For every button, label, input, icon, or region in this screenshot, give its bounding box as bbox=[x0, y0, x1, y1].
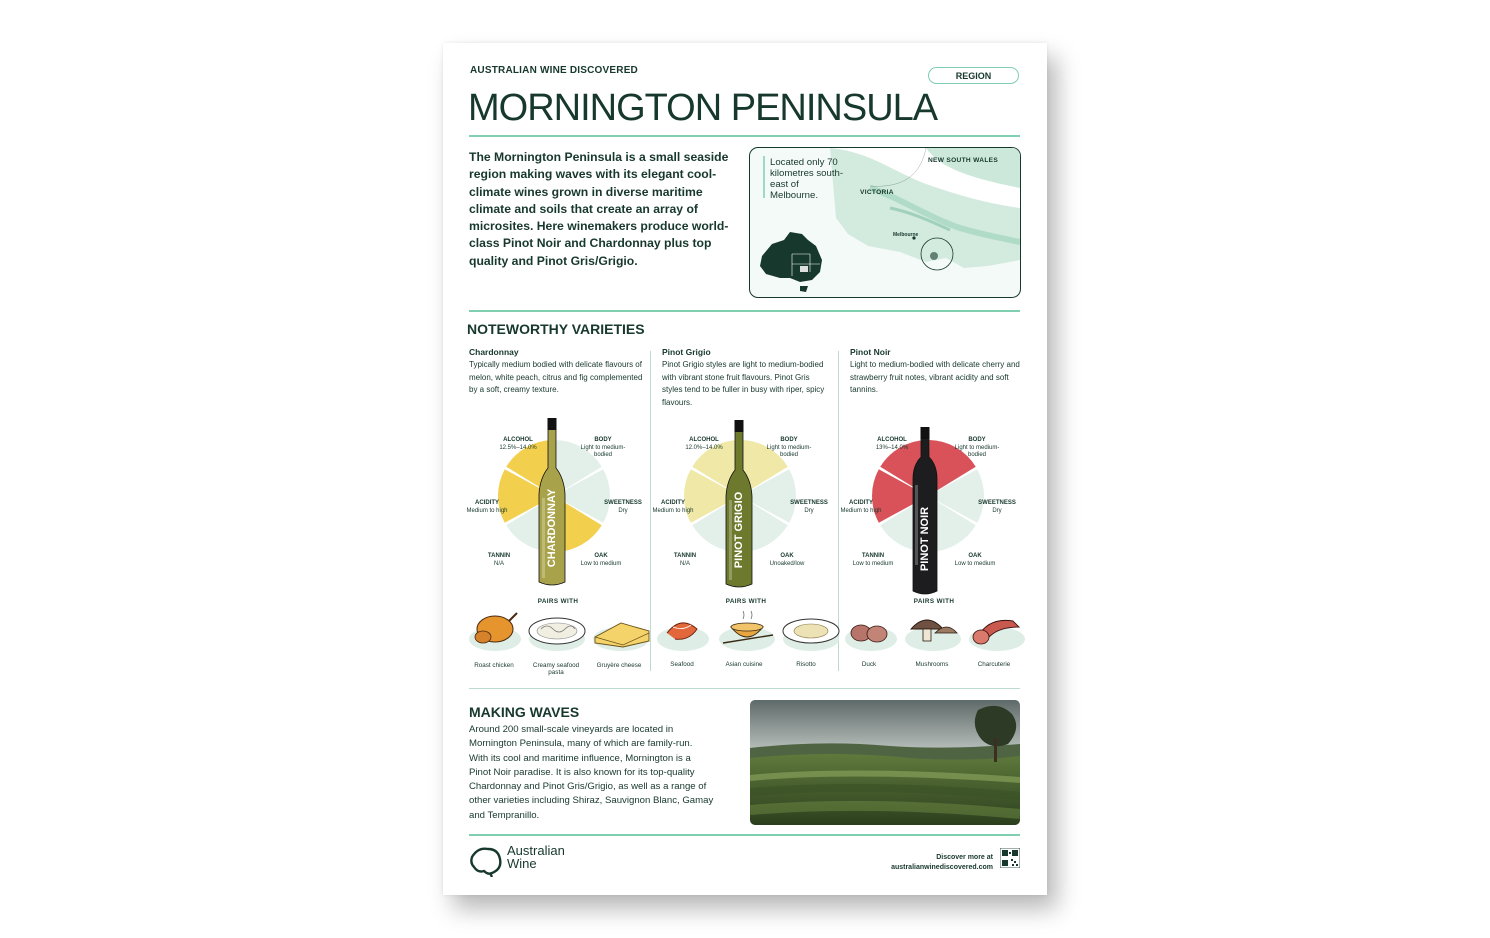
pairing-label: Charcuterie bbox=[977, 661, 1011, 668]
pairing-label: Mushrooms bbox=[915, 661, 949, 668]
map-label-victoria: VICTORIA bbox=[860, 189, 894, 196]
profile-sweetness-value: Dry bbox=[618, 507, 628, 514]
qr-code-icon[interactable] bbox=[1000, 848, 1020, 868]
risotto-icon bbox=[783, 619, 839, 643]
discover-more-text bbox=[823, 853, 993, 873]
profile-body-label: BODY bbox=[968, 437, 986, 443]
profile-alcohol-value: 12.5%–14.0% bbox=[499, 444, 537, 451]
profile-oak-label: OAK bbox=[968, 553, 982, 559]
fact-sheet bbox=[443, 43, 1047, 895]
profile-acidity bbox=[647, 500, 699, 515]
profile-body-label: BODY bbox=[780, 437, 798, 443]
profile-alcohol bbox=[678, 437, 730, 452]
profile-tannin-value: N/A bbox=[493, 560, 504, 567]
profile-acidity-label: ACIDITY bbox=[661, 500, 685, 506]
discover-line-1: Discover more at bbox=[936, 854, 993, 861]
pairs-with-label: PAIRS WITH bbox=[537, 598, 579, 605]
profile-oak-value: Low to medium bbox=[580, 560, 622, 567]
profile-sweetness-label: SWEETNESS bbox=[790, 500, 828, 506]
logo-wordmark-line1: Australian bbox=[507, 843, 565, 858]
pairing-label: Gruyère cheese bbox=[596, 662, 642, 669]
section-divider bbox=[469, 688, 1020, 689]
profile-oak-value: Low to medium bbox=[954, 560, 996, 567]
variety-description: Pinot Grigio styles are light to medium-bodied with vibrant stone fruit flavours. Pinot Gris styles tend to be fuller in busy with riper, spicy flavours. bbox=[662, 360, 825, 407]
profile-body-label: BODY bbox=[594, 437, 612, 443]
page-title: MORNINGTON PENINSULA bbox=[468, 87, 938, 129]
pairing-label: Creamy seafood pasta bbox=[532, 662, 580, 676]
discover-url[interactable]: australianwinediscovered.com bbox=[891, 864, 993, 871]
profile-tannin-label: TANNIN bbox=[673, 553, 697, 559]
profile-alcohol-value: 12.0%–14.0% bbox=[685, 444, 723, 451]
profile-oak-label: OAK bbox=[594, 553, 608, 559]
section-rule bbox=[469, 310, 1020, 312]
making-waves-heading: MAKING WAVES bbox=[469, 704, 580, 720]
profile-sweetness-label: SWEETNESS bbox=[604, 500, 642, 506]
profile-oak-value: Unoaked/low bbox=[769, 560, 805, 567]
profile-acidity-label: ACIDITY bbox=[475, 500, 499, 506]
intro-text: The Mornington Peninsula is a small seaside region making waves with its elegant cool-climate wines grown in diverse maritime climate and soils that create an array of microsites. Here winemakers produce world-class Pinot Noir and Chardonnay plus top quality and Pinot Gris/Grigio. bbox=[469, 150, 729, 268]
region-map bbox=[749, 147, 1021, 298]
profile-body-value: Light to medium-bodied bbox=[954, 444, 1000, 458]
profile-body bbox=[577, 437, 629, 460]
logo-wordmark-line2: Wine bbox=[507, 856, 537, 871]
profile-tannin-value: N/A bbox=[679, 560, 690, 567]
pairing-label: Roast chicken bbox=[474, 662, 514, 669]
variety-name: Pinot Grigio bbox=[662, 347, 711, 357]
pairs-with-label: PAIRS WITH bbox=[913, 598, 955, 605]
wine-bottle-icon bbox=[909, 427, 941, 597]
profile-sweetness bbox=[783, 500, 835, 515]
vineyard-photo bbox=[750, 700, 1020, 825]
map-label-nsw: NEW SOUTH WALES bbox=[928, 157, 999, 164]
profile-acidity-label: ACIDITY bbox=[849, 500, 873, 506]
profile-acidity-value: Medium to high bbox=[652, 507, 694, 514]
profile-alcohol bbox=[866, 437, 918, 452]
pairing-label: Asian cuisine bbox=[725, 661, 763, 668]
profile-oak bbox=[761, 553, 813, 568]
title-rule bbox=[469, 135, 1020, 137]
brand-label: AUSTRALIAN WINE DISCOVERED bbox=[470, 65, 638, 76]
profile-acidity-value: Medium to high bbox=[840, 507, 882, 514]
region-badge: REGION bbox=[928, 67, 1019, 84]
variety-description: Typically medium bodied with delicate flavours of melon, white peach, citrus and fig complemented by a soft, creamy texture. bbox=[469, 360, 643, 394]
profile-sweetness-value: Dry bbox=[804, 507, 814, 514]
profile-oak bbox=[949, 553, 1001, 568]
profile-alcohol bbox=[492, 437, 544, 452]
profile-tannin bbox=[847, 553, 899, 568]
map-label-melbourne: Melbourne bbox=[893, 232, 919, 238]
profile-tannin-label: TANNIN bbox=[487, 553, 511, 559]
profile-alcohol-label: ALCOHOL bbox=[503, 437, 533, 443]
bottle-label: PINOT NOIR bbox=[918, 506, 931, 572]
profile-sweetness bbox=[597, 500, 649, 515]
vineyard-landscape-image bbox=[750, 700, 1020, 825]
pairing-label: Risotto bbox=[796, 661, 816, 668]
food-illustrations bbox=[461, 607, 1031, 655]
variety-name: Pinot Noir bbox=[850, 347, 891, 357]
profile-alcohol-value: 13%–14.0% bbox=[875, 444, 909, 451]
footer-rule bbox=[469, 834, 1020, 836]
profile-tannin bbox=[659, 553, 711, 568]
australian-wine-logo-icon bbox=[468, 843, 504, 877]
profile-body bbox=[763, 437, 815, 460]
variety-name: Chardonnay bbox=[469, 347, 519, 357]
varieties-heading: NOTEWORTHY VARIETIES bbox=[467, 321, 645, 337]
profile-oak bbox=[575, 553, 627, 568]
map-note: Located only 70 kilometres south-east of Melbourne. bbox=[770, 157, 844, 201]
making-waves-text: Around 200 small-scale vineyards are located in Mornington Peninsula, many of which are family-run. With its cool and maritime influence, Mornington is a Pinot Noir paradise. It is also known for its top-quality Chardonnay and Pinot Gris/Grigio, as well as a range of other varieties including Shiraz, Sauvignon Blanc, Gamay and Tempranillo. bbox=[469, 724, 714, 821]
profile-tannin-value: Low to medium bbox=[852, 560, 894, 567]
profile-alcohol-label: ALCOHOL bbox=[877, 437, 907, 443]
profile-acidity bbox=[461, 500, 513, 515]
profile-sweetness bbox=[971, 500, 1023, 515]
profile-acidity bbox=[835, 500, 887, 515]
pairing-label: Seafood bbox=[670, 661, 694, 668]
profile-acidity-value: Medium to high bbox=[466, 507, 508, 514]
profile-tannin-label: TANNIN bbox=[861, 553, 885, 559]
profile-tannin bbox=[473, 553, 525, 568]
bottle-label: PINOT GRIGIO bbox=[732, 491, 745, 569]
profile-body-value: Light to medium-bodied bbox=[766, 444, 812, 458]
profile-sweetness-label: SWEETNESS bbox=[978, 500, 1016, 506]
pairing-label: Duck bbox=[861, 661, 877, 668]
profile-body bbox=[951, 437, 1003, 460]
seafood-pasta-icon bbox=[529, 618, 585, 644]
variety-description: Light to medium-bodied with delicate cherry and strawberry fruit notes, vibrant acidity and soft tannins. bbox=[850, 360, 1020, 394]
profile-oak-label: OAK bbox=[780, 553, 794, 559]
pairs-with-label: PAIRS WITH bbox=[725, 598, 767, 605]
profile-sweetness-value: Dry bbox=[992, 507, 1002, 514]
profile-alcohol-label: ALCOHOL bbox=[689, 437, 719, 443]
bottle-label: CHARDONNAY bbox=[545, 488, 558, 568]
profile-body-value: Light to medium-bodied bbox=[580, 444, 626, 458]
